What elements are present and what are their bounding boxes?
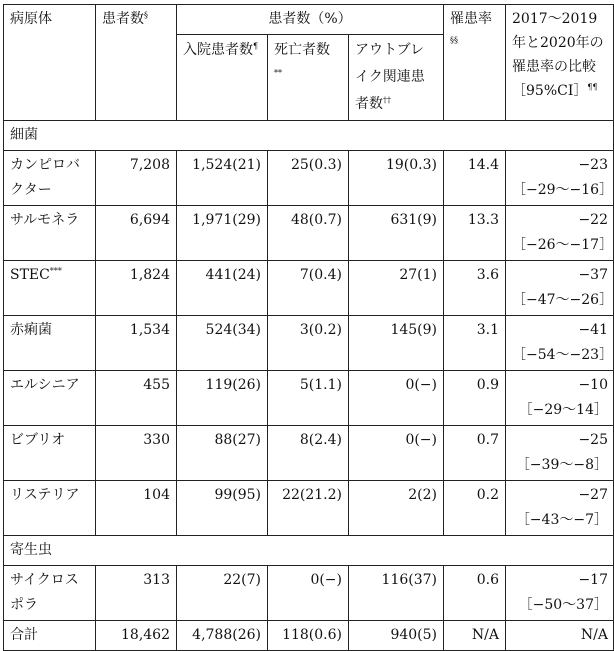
table-row [4, 566, 614, 621]
comparison-cell [506, 261, 614, 316]
table-row [4, 316, 614, 371]
comparison-cell: N/A [506, 621, 614, 651]
hosp-cell: 441(24) [177, 261, 268, 316]
header-deaths: 死亡者数 ** [268, 35, 349, 121]
deaths-cell: 22(21.2) [268, 481, 349, 536]
ratio-value: −27 [578, 487, 608, 503]
ci-value: ［−47～−26］ [512, 292, 614, 308]
header-patients-pct: 患者数（%） [177, 5, 444, 35]
comparison-cell [506, 206, 614, 261]
rate-cell: 0.9 [444, 371, 506, 426]
table-row [4, 151, 614, 206]
hosp-cell: 119(26) [177, 371, 268, 426]
table-row [4, 206, 614, 261]
ratio-value: −10 [578, 377, 608, 393]
outbreak-cell: 145(9) [349, 316, 444, 371]
table-row [4, 426, 614, 481]
ratio-value: −37 [578, 267, 608, 283]
deaths-cell: 25(0.3) [268, 151, 349, 206]
rate-cell: 14.4 [444, 151, 506, 206]
outbreak-cell: 940(5) [349, 621, 444, 651]
ratio-value: −25 [578, 432, 608, 448]
outbreak-cell: 0(−) [349, 426, 444, 481]
ci-value: ［−50～37］ [518, 597, 608, 613]
table-row [4, 371, 614, 426]
outbreak-cell: 27(1) [349, 261, 444, 316]
section-bacteria-row [4, 121, 614, 151]
total-label: 合計 [4, 621, 96, 651]
pathogen-name: STEC*** [4, 261, 96, 316]
patients-cell: 6,694 [96, 206, 177, 261]
hosp-cell: 1,524(21) [177, 151, 268, 206]
pathogen-name: サイクロスポラ [4, 566, 96, 621]
header-comparison: 2017～2019年と2020年の罹患率の比較［95%CI］¶¶ [506, 5, 614, 121]
hosp-cell: 99(95) [177, 481, 268, 536]
patients-cell: 104 [96, 481, 177, 536]
section-bacteria: 細菌 [4, 121, 614, 151]
pathogen-name: 赤痢菌 [4, 316, 96, 371]
patients-cell: 455 [96, 371, 177, 426]
header-pathogen: 病原体 [4, 5, 96, 121]
patients-cell: 1,534 [96, 316, 177, 371]
outbreak-cell: 2(2) [349, 481, 444, 536]
rate-cell: 13.3 [444, 206, 506, 261]
ci-value: ［−39～−8］ [515, 457, 608, 473]
hosp-cell: 88(27) [177, 426, 268, 481]
outbreak-cell: 19(0.3) [349, 151, 444, 206]
table-row [4, 481, 614, 536]
rate-cell: 0.6 [444, 566, 506, 621]
patients-cell: 330 [96, 426, 177, 481]
ci-value: ［−29～14］ [518, 402, 608, 418]
hosp-cell: 22(7) [177, 566, 268, 621]
hosp-cell: 4,788(26) [177, 621, 268, 651]
deaths-cell: 5(1.1) [268, 371, 349, 426]
section-parasites-row [4, 536, 614, 566]
ci-value: ［−29～−16］ [512, 182, 614, 198]
rate-cell: 0.7 [444, 426, 506, 481]
patients-cell: 18,462 [96, 621, 177, 651]
ci-value: ［−26～−17］ [512, 237, 614, 253]
comparison-cell [506, 481, 614, 536]
ratio-value: −41 [578, 322, 608, 338]
ratio-value: −17 [578, 572, 608, 588]
hosp-cell: 524(34) [177, 316, 268, 371]
pathogen-name: リステリア [4, 481, 96, 536]
table-row [4, 261, 614, 316]
ratio-value: −22 [578, 212, 608, 228]
rate-cell: 3.1 [444, 316, 506, 371]
comparison-cell [506, 426, 614, 481]
pathogen-name: ビブリオ [4, 426, 96, 481]
patients-cell: 1,824 [96, 261, 177, 316]
header-patients: 患者数§ [96, 5, 177, 121]
ci-value: ［−43～−7］ [515, 512, 608, 528]
rate-cell: N/A [444, 621, 506, 651]
rate-cell: 3.6 [444, 261, 506, 316]
incidence-table [3, 4, 614, 651]
deaths-cell: 118(0.6) [268, 621, 349, 651]
outbreak-cell: 631(9) [349, 206, 444, 261]
deaths-cell: 3(0.2) [268, 316, 349, 371]
comparison-cell [506, 151, 614, 206]
header-row-1 [4, 5, 614, 35]
ratio-value: −23 [578, 157, 608, 173]
deaths-cell: 48(0.7) [268, 206, 349, 261]
patients-cell: 313 [96, 566, 177, 621]
pathogen-name: サルモネラ [4, 206, 96, 261]
outbreak-cell: 116(37) [349, 566, 444, 621]
total-row [4, 621, 614, 651]
section-parasites: 寄生虫 [4, 536, 614, 566]
comparison-cell [506, 316, 614, 371]
comparison-cell [506, 371, 614, 426]
deaths-cell: 7(0.4) [268, 261, 349, 316]
header-hospitalized: 入院患者数¶ [177, 35, 268, 121]
deaths-cell: 8(2.4) [268, 426, 349, 481]
pathogen-name: エルシニア [4, 371, 96, 426]
outbreak-cell: 0(−) [349, 371, 444, 426]
hosp-cell: 1,971(29) [177, 206, 268, 261]
deaths-cell: 0(−) [268, 566, 349, 621]
ci-value: ［−54～−23］ [512, 347, 614, 363]
patients-cell: 7,208 [96, 151, 177, 206]
header-outbreak: アウトブレイク関連患者数†† [349, 35, 444, 121]
comparison-cell [506, 566, 614, 621]
header-incidence: 罹患率 §§ [444, 5, 506, 121]
pathogen-name: カンピロバクター [4, 151, 96, 206]
rate-cell: 0.2 [444, 481, 506, 536]
